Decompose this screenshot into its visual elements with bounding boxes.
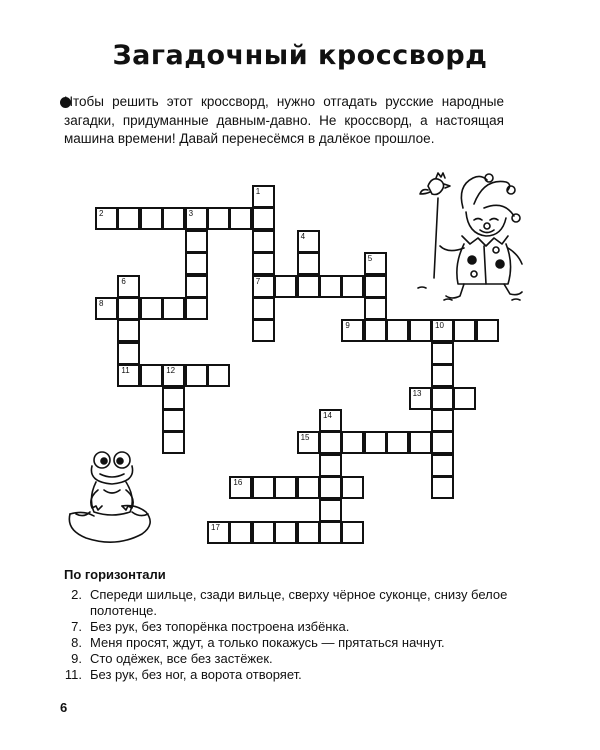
clue-text: Спереди шильце, сзади вильце, сверху чёрное суконце, снизу белое полотенце.	[90, 587, 508, 618]
crossword-cell[interactable]	[140, 207, 163, 230]
crossword-cell[interactable]	[162, 409, 185, 432]
crossword-cell[interactable]	[117, 207, 140, 230]
cell-number: 7	[255, 276, 261, 286]
cell-number: 17	[211, 523, 220, 532]
crossword-cell[interactable]	[431, 409, 454, 432]
crossword-cell[interactable]	[341, 431, 364, 454]
crossword-cell[interactable]	[319, 275, 342, 298]
page-title: Загадочный кроссворд	[112, 40, 488, 71]
crossword-cell[interactable]	[341, 319, 364, 342]
clue-text: Без рук, без ног, а ворота отворяет.	[90, 667, 302, 682]
cell-number: 1	[255, 187, 261, 196]
cell-number: 15	[300, 433, 310, 443]
crossword-cell[interactable]	[341, 275, 364, 298]
page-number: 6	[60, 700, 68, 715]
crossword-cell[interactable]	[252, 275, 275, 298]
crossword-cell[interactable]	[431, 387, 454, 410]
clues-heading: По горизонтали	[64, 567, 166, 582]
crossword-cell[interactable]	[252, 230, 275, 253]
crossword-cell[interactable]	[185, 364, 208, 387]
crossword-cell[interactable]	[297, 431, 320, 454]
crossword-cell[interactable]	[162, 207, 185, 230]
crossword-cell[interactable]	[140, 364, 163, 387]
crossword-cell[interactable]	[229, 207, 252, 230]
crossword-cell[interactable]	[207, 364, 230, 387]
crossword-cell[interactable]	[364, 275, 387, 298]
cell-number: 3	[188, 209, 194, 219]
clue-number: 7.	[71, 619, 82, 634]
crossword-cell[interactable]	[319, 431, 342, 454]
crossword-cell[interactable]	[319, 499, 342, 522]
crossword-cell[interactable]	[431, 342, 454, 365]
crossword-cell[interactable]	[297, 476, 320, 499]
clue-number: 2.	[71, 587, 82, 602]
crossword-cell[interactable]	[319, 409, 342, 432]
crossword-cell[interactable]	[297, 275, 320, 298]
crossword-cell[interactable]	[117, 342, 140, 365]
crossword-cell[interactable]	[140, 297, 163, 320]
crossword-cell[interactable]	[117, 275, 140, 298]
crossword-cell[interactable]	[386, 431, 409, 454]
crossword-cell[interactable]	[185, 230, 208, 253]
crossword-cell[interactable]	[274, 521, 297, 544]
cell-number: 16	[233, 478, 243, 488]
crossword-cell[interactable]	[162, 387, 185, 410]
crossword-cell[interactable]	[431, 454, 454, 477]
clue-number: 9.	[71, 651, 82, 666]
intro-text: Чтобы решить этот кроссворд, нужно отгадать русские народные загадки, придуманные давным-давно. Не кроссворд, а настоящая машина времени! Давай перенесёмся в далёкое прошлое.	[64, 94, 504, 146]
crossword-cell[interactable]	[364, 252, 387, 275]
crossword-cell[interactable]	[229, 476, 252, 499]
crossword-cell[interactable]	[297, 521, 320, 544]
crossword-cell[interactable]	[185, 297, 208, 320]
crossword-cell[interactable]	[431, 476, 454, 499]
crossword-cell[interactable]	[453, 319, 476, 342]
crossword-cell[interactable]	[476, 319, 499, 342]
crossword-cell[interactable]	[341, 521, 364, 544]
crossword-cell[interactable]	[431, 364, 454, 387]
cell-number: 8	[99, 299, 104, 308]
crossword-cell[interactable]	[117, 319, 140, 342]
cell-number: 4	[300, 231, 306, 241]
clue-text: Меня просят, ждут, а только покажусь — прятаться начнут.	[90, 635, 445, 650]
crossword-cell[interactable]	[207, 207, 230, 230]
crossword-cell[interactable]	[319, 521, 342, 544]
jester-icon	[408, 168, 533, 303]
cell-number: 5	[367, 254, 373, 264]
frog-icon	[64, 446, 159, 546]
crossword-cell[interactable]	[341, 476, 364, 499]
crossword-cell[interactable]	[364, 319, 387, 342]
cell-number: 12	[166, 366, 176, 376]
clue-text: Сто одёжек, все без застёжек.	[90, 651, 273, 666]
crossword-cell[interactable]	[95, 207, 118, 230]
cell-number: 11	[121, 366, 130, 376]
crossword-cell[interactable]	[409, 431, 432, 454]
cell-number: 2	[99, 209, 104, 219]
cell-number: 9	[345, 321, 350, 331]
crossword-cell[interactable]	[185, 275, 208, 298]
cell-number: 10	[435, 321, 444, 331]
crossword-cell[interactable]	[252, 476, 275, 499]
crossword-cell[interactable]	[252, 207, 275, 230]
crossword-cell[interactable]	[252, 252, 275, 275]
crossword-cell[interactable]	[386, 319, 409, 342]
cell-number: 14	[323, 411, 332, 420]
crossword-cell[interactable]	[319, 454, 342, 477]
crossword-cell[interactable]	[364, 431, 387, 454]
crossword-cell[interactable]	[185, 207, 208, 230]
crossword-cell[interactable]	[297, 252, 320, 275]
crossword-cell[interactable]	[252, 185, 275, 208]
cell-number: 6	[121, 276, 126, 286]
crossword-cell[interactable]	[229, 521, 252, 544]
crossword-cell[interactable]	[297, 230, 320, 253]
crossword-cell[interactable]	[274, 476, 297, 499]
cell-number: 13	[412, 388, 422, 398]
crossword-cell[interactable]	[162, 297, 185, 320]
crossword-cell[interactable]	[95, 297, 118, 320]
crossword-cell[interactable]	[252, 521, 275, 544]
clue-text: Без рук, без топорёнка построена избёнка.	[90, 619, 350, 634]
crossword-cell[interactable]	[207, 521, 230, 544]
crossword-cell[interactable]	[252, 297, 275, 320]
crossword-cell[interactable]	[252, 319, 275, 342]
crossword-cell[interactable]	[162, 431, 185, 454]
crossword-cell[interactable]	[162, 364, 185, 387]
crossword-cell[interactable]	[364, 297, 387, 320]
crossword-cell[interactable]	[274, 275, 297, 298]
crossword-cell[interactable]	[185, 252, 208, 275]
crossword-cell[interactable]	[453, 387, 476, 410]
crossword-cell[interactable]	[431, 319, 454, 342]
crossword-cell[interactable]	[319, 476, 342, 499]
crossword-cell[interactable]	[409, 387, 432, 410]
clue-number: 8.	[71, 635, 82, 650]
crossword-cell[interactable]	[409, 319, 432, 342]
crossword-cell[interactable]	[431, 431, 454, 454]
clue-number: 11.	[64, 667, 82, 682]
crossword-cell[interactable]	[117, 297, 140, 320]
crossword-cell[interactable]	[117, 364, 140, 387]
